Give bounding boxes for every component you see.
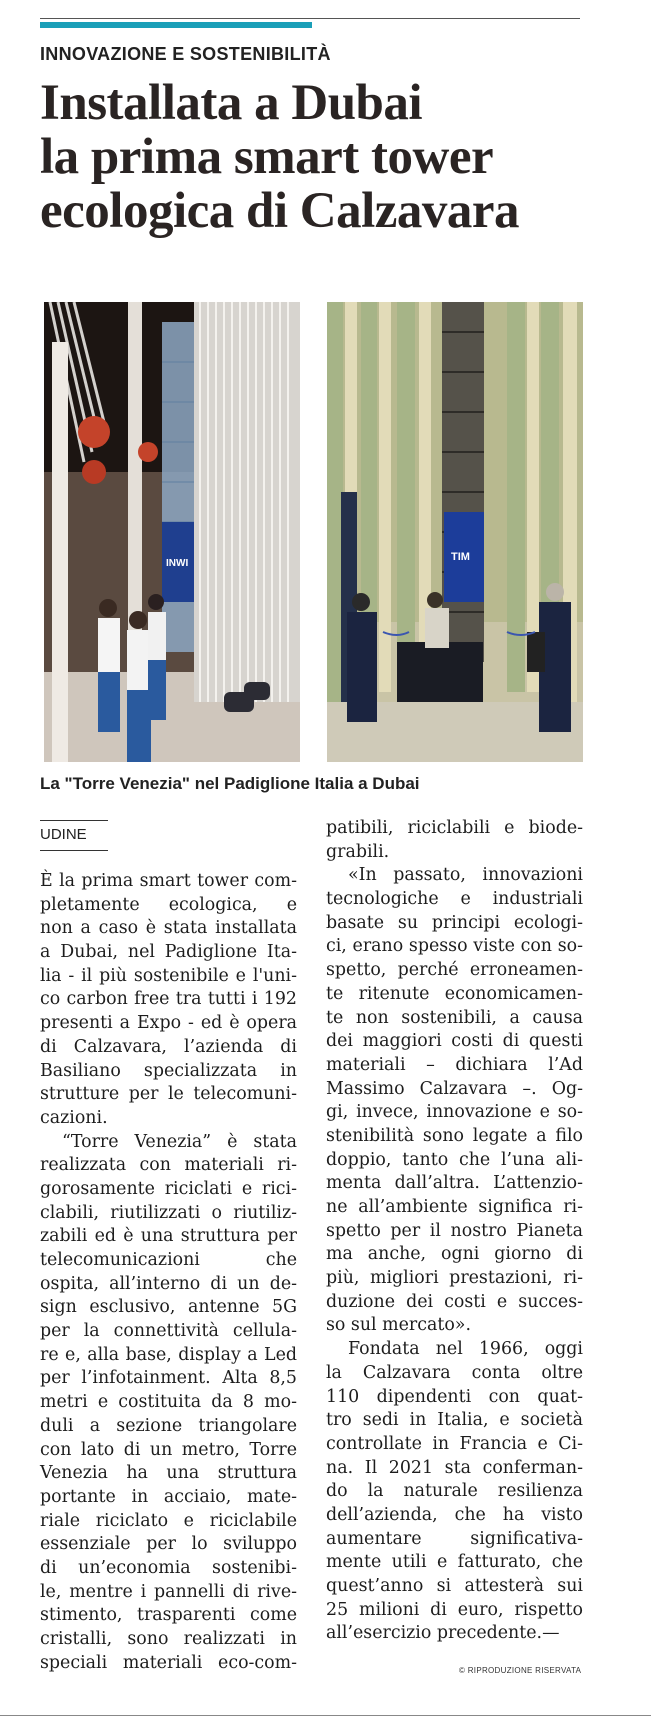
body-text-line: te ritenute economicamen- xyxy=(326,983,583,1004)
body-text-line: essenziale per lo sviluppo xyxy=(40,1534,297,1555)
body-text-line: per la connettività cellula- xyxy=(40,1321,297,1342)
body-text-line: metri e costituita da 8 mo- xyxy=(40,1392,297,1413)
body-text-line: strutture per le telecomuni- xyxy=(40,1084,297,1105)
body-text-line: “Torre Venezia” è stata xyxy=(62,1131,297,1152)
photo-torre-venezia-left xyxy=(44,302,300,762)
body-text-line: gi, invece, innovazione e so- xyxy=(326,1102,583,1123)
body-text-line: menta dall’altra. L’attenzio- xyxy=(326,1173,583,1194)
top-rule xyxy=(40,18,580,19)
body-text-line: ma anche, ogni giorno di xyxy=(326,1244,583,1265)
body-text-line: 110 dipendenti con quat- xyxy=(326,1386,583,1407)
body-text-line: lia - il più sostenibile e l'uni- xyxy=(40,965,297,986)
article-kicker: INNOVAZIONE E SOSTENIBILITÀ xyxy=(40,44,331,64)
body-text-line: Venezia ha una struttura xyxy=(40,1463,297,1484)
body-text-line: cazioni. xyxy=(40,1107,108,1128)
body-text-line: do la naturale resilienza xyxy=(326,1481,583,1502)
body-text-line: stimento, trasparenti come xyxy=(40,1605,297,1626)
photo-right-sign-text: TIM xyxy=(451,551,470,563)
body-text-line: mente utili e fatturato, che xyxy=(326,1552,583,1573)
body-text-line: spetto, perché erroneamen- xyxy=(326,960,583,981)
body-text-line: Massimo Calzavara –. Og- xyxy=(326,1078,583,1099)
body-text-line: te non sostenibili, a causa xyxy=(326,1007,583,1028)
body-text-line: telecomunicazioni che xyxy=(40,1250,297,1270)
dateline-rule-top xyxy=(40,820,108,821)
body-text-line: realizzata con materiali ri- xyxy=(40,1155,297,1176)
body-text-line: duzione dei costi e succes- xyxy=(326,1291,583,1312)
body-text-line: dell’azienda, che ha visto xyxy=(326,1504,583,1525)
body-text-line: riale riciclato e riciclabile xyxy=(40,1510,297,1531)
body-text-line: duli a sezione triangolare xyxy=(40,1415,297,1436)
body-text-line: È la prima smart tower com- xyxy=(40,871,297,891)
bottom-rule xyxy=(0,1715,651,1716)
body-text-line: 25 milioni di euro, rispetto xyxy=(326,1599,583,1620)
body-text-line: spetto per il nostro Pianeta xyxy=(326,1220,583,1241)
body-text-line: pletamente ecologica, e xyxy=(40,894,297,915)
body-text-line: controllate in Francia e Ci- xyxy=(326,1433,583,1454)
body-text-line: gorosamente riciclati e rici- xyxy=(40,1178,297,1199)
body-text-line: non a caso è stata installata xyxy=(40,918,297,939)
body-text-line: «In passato, innovazioni xyxy=(348,865,583,886)
body-text-line: di Calzavara, l’azienda di xyxy=(40,1036,297,1057)
body-text-line: più, migliori prestazioni, ri- xyxy=(326,1268,583,1289)
body-text-line: con lato di un metro, Torre xyxy=(40,1439,297,1460)
body-text-line: ospita, all’interno di un de- xyxy=(40,1273,297,1294)
body-text-line: na. Il 2021 sta conferman- xyxy=(326,1457,583,1478)
photo-left-sign-text: INWI xyxy=(166,558,189,569)
body-text-line: tecnologiche e industriali xyxy=(326,889,583,910)
body-text-line: di un’economia sostenibi- xyxy=(40,1557,297,1578)
body-text-line: so sul mercato». xyxy=(326,1315,471,1336)
article-headline xyxy=(40,76,610,238)
body-text-line: Basiliano specializzata in xyxy=(40,1060,297,1081)
copyright-notice: © RIPRODUZIONE RISERVATA xyxy=(459,1666,582,1675)
body-text-line: cristalli, sono realizzati in xyxy=(40,1629,297,1649)
photo-torre-venezia-right xyxy=(327,302,583,762)
body-text-line: co carbon free tra tutti i 192 xyxy=(40,989,297,1010)
body-text-line: ci, erano spesso viste con so- xyxy=(326,936,583,957)
dateline-rule-bottom xyxy=(40,850,108,851)
body-text-line: zabili ed è una struttura per xyxy=(40,1226,297,1247)
dateline: UDINE xyxy=(40,826,87,843)
body-text-line: ne all’ambiente significa ri- xyxy=(326,1197,583,1217)
body-text-line: re e, alla base, display a Led xyxy=(40,1344,297,1365)
headline-line: ecologica di Calzavara xyxy=(40,183,520,239)
body-text-line: presenti a Expo - ed è opera xyxy=(40,1013,297,1034)
body-text-line: all’esercizio precedente.— xyxy=(326,1623,560,1644)
body-text-line: speciali materiali eco-com- xyxy=(40,1652,297,1673)
body-text-line: sign esclusivo, antenne 5G xyxy=(40,1297,297,1318)
body-text-line: grabili. xyxy=(326,841,390,862)
body-text-line: basate su principi ecologi- xyxy=(326,912,583,933)
headline-line: Installata a Dubai xyxy=(40,75,423,131)
body-text-line: quest’anno si attesterà sui xyxy=(326,1576,583,1596)
body-text-line: le, mentre i pannelli di rive- xyxy=(40,1581,297,1602)
photo-caption: La "Torre Venezia" nel Padiglione Italia a Dubai xyxy=(40,774,420,793)
body-text-line: aumentare significativa- xyxy=(326,1528,583,1549)
body-text-line: materiali – dichiara l’Ad xyxy=(326,1054,583,1075)
body-text-line: doppio, tanto che l’una ali- xyxy=(326,1149,583,1170)
body-text-line: a Dubai, nel Padiglione Ita- xyxy=(40,942,297,963)
section-accent-bar xyxy=(40,22,312,28)
body-text-line: clabili, riutilizzati o riutiliz- xyxy=(40,1202,297,1223)
body-text-line: la Calzavara conta oltre xyxy=(326,1362,583,1383)
article-body-column-right xyxy=(326,817,583,1646)
body-text-line: patibili, riciclabili e biode- xyxy=(326,818,583,838)
body-text-line: tro sedi in Italia, e società xyxy=(326,1410,583,1431)
body-text-line: Fondata nel 1966, oggi xyxy=(348,1339,583,1360)
body-text-line: dei maggiori costi di questi xyxy=(326,1031,583,1052)
body-text-line: portante in acciaio, mate- xyxy=(40,1486,297,1507)
headline-line: la prima smart tower xyxy=(40,129,494,185)
body-text-line: stenibilità sono legate a filo xyxy=(326,1125,583,1146)
article-body-column-left xyxy=(40,870,297,1675)
body-text-line: per l’infotainment. Alta 8,5 xyxy=(40,1368,297,1389)
